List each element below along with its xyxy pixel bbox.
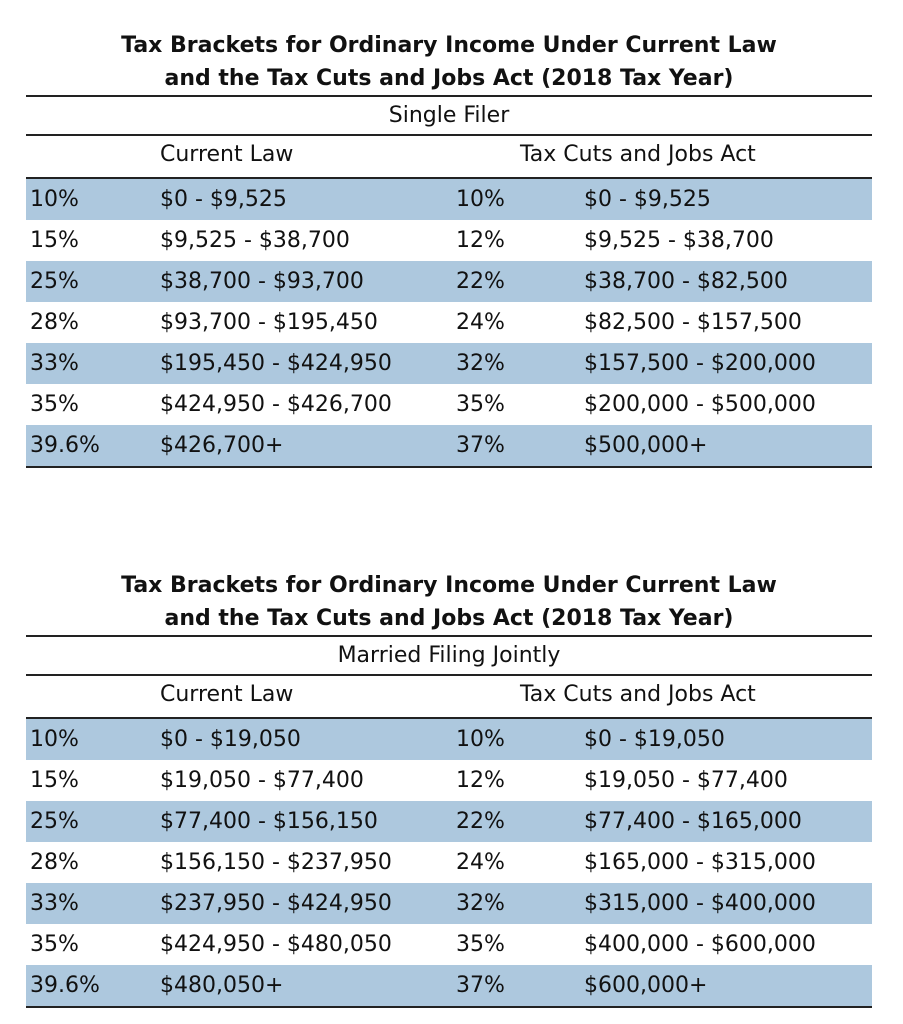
- current-range-cell: $424,950 - $480,050: [160, 932, 392, 957]
- tcja-rate-cell: 22%: [456, 809, 505, 834]
- tcja-rate-cell: 32%: [456, 891, 505, 916]
- current-rate-cell: 33%: [30, 351, 79, 376]
- table-row: [26, 261, 872, 302]
- tcja-range-cell: $200,000 - $500,000: [584, 392, 816, 417]
- current-range-cell: $426,700+: [160, 433, 284, 458]
- table-row: [26, 343, 872, 384]
- tcja-range-cell: $82,500 - $157,500: [584, 310, 802, 335]
- current-rate-cell: 39.6%: [30, 973, 100, 998]
- filer-type-label: Single Filer: [388, 103, 510, 128]
- current-rate-cell: 39.6%: [30, 433, 100, 458]
- tcja-range-cell: $0 - $19,050: [584, 727, 725, 752]
- table-row: [26, 302, 872, 343]
- table-title-line-1: Tax Brackets for Ordinary Income Under Current Law: [121, 33, 777, 58]
- tcja-rate-cell: 32%: [456, 351, 505, 376]
- single-filer-table: [26, 29, 872, 468]
- header-current-law: Current Law: [160, 682, 294, 707]
- bracket-rows: [26, 179, 872, 466]
- current-rate-cell: 10%: [30, 727, 79, 752]
- bracket-rows: [26, 719, 872, 1006]
- current-range-cell: $424,950 - $426,700: [160, 392, 392, 417]
- table-title-line-2: and the Tax Cuts and Jobs Act (2018 Tax Year): [164, 606, 734, 631]
- current-range-cell: $38,700 - $93,700: [160, 269, 364, 294]
- current-range-cell: $156,150 - $237,950: [160, 850, 392, 875]
- tcja-rate-cell: 24%: [456, 310, 505, 335]
- table-row: [26, 924, 872, 965]
- tcja-rate-cell: 37%: [456, 433, 505, 458]
- current-rate-cell: 15%: [30, 228, 79, 253]
- table-row: [26, 719, 872, 760]
- tcja-range-cell: $165,000 - $315,000: [584, 850, 816, 875]
- divider: [26, 1006, 872, 1008]
- tcja-range-cell: $500,000+: [584, 433, 708, 458]
- current-rate-cell: 25%: [30, 809, 79, 834]
- tcja-rate-cell: 10%: [456, 727, 505, 752]
- tcja-rate-cell: 24%: [456, 850, 505, 875]
- table-row: [26, 801, 872, 842]
- tcja-range-cell: $19,050 - $77,400: [584, 768, 788, 793]
- table-row: [26, 842, 872, 883]
- tcja-range-cell: $157,500 - $200,000: [584, 351, 816, 376]
- current-rate-cell: 28%: [30, 310, 79, 335]
- current-rate-cell: 10%: [30, 187, 79, 212]
- table-title-line-1: Tax Brackets for Ordinary Income Under Current Law: [121, 573, 777, 598]
- current-rate-cell: 35%: [30, 392, 79, 417]
- divider: [26, 466, 872, 468]
- current-rate-cell: 35%: [30, 932, 79, 957]
- table-row: [26, 220, 872, 261]
- table-title: [26, 29, 872, 95]
- current-range-cell: $480,050+: [160, 973, 284, 998]
- current-range-cell: $9,525 - $38,700: [160, 228, 350, 253]
- current-range-cell: $195,450 - $424,950: [160, 351, 392, 376]
- current-range-cell: $19,050 - $77,400: [160, 768, 364, 793]
- current-rate-cell: 15%: [30, 768, 79, 793]
- column-headers: [26, 676, 872, 717]
- table-row: [26, 179, 872, 220]
- current-range-cell: $0 - $19,050: [160, 727, 301, 752]
- current-range-cell: $93,700 - $195,450: [160, 310, 378, 335]
- tcja-range-cell: $600,000+: [584, 973, 708, 998]
- current-range-cell: $0 - $9,525: [160, 187, 287, 212]
- tcja-rate-cell: 35%: [456, 392, 505, 417]
- header-current-law: Current Law: [160, 142, 294, 167]
- current-range-cell: $237,950 - $424,950: [160, 891, 392, 916]
- header-tcja: Tax Cuts and Jobs Act: [520, 142, 756, 167]
- tcja-range-cell: $0 - $9,525: [584, 187, 711, 212]
- table-row: [26, 760, 872, 801]
- tcja-rate-cell: 35%: [456, 932, 505, 957]
- current-range-cell: $77,400 - $156,150: [160, 809, 378, 834]
- table-row: [26, 384, 872, 425]
- table-title-line-2: and the Tax Cuts and Jobs Act (2018 Tax Year): [164, 66, 734, 91]
- tcja-range-cell: $38,700 - $82,500: [584, 269, 788, 294]
- current-rate-cell: 25%: [30, 269, 79, 294]
- tcja-rate-cell: 22%: [456, 269, 505, 294]
- table-row: [26, 425, 872, 466]
- married-filing-jointly-table: [26, 569, 872, 1008]
- table-title: [26, 569, 872, 635]
- tcja-range-cell: $77,400 - $165,000: [584, 809, 802, 834]
- tcja-rate-cell: 12%: [456, 768, 505, 793]
- tcja-rate-cell: 10%: [456, 187, 505, 212]
- header-tcja: Tax Cuts and Jobs Act: [520, 682, 756, 707]
- tcja-range-cell: $315,000 - $400,000: [584, 891, 816, 916]
- tcja-rate-cell: 12%: [456, 228, 505, 253]
- current-rate-cell: 33%: [30, 891, 79, 916]
- column-headers: [26, 136, 872, 177]
- tcja-rate-cell: 37%: [456, 973, 505, 998]
- table-row: [26, 965, 872, 1006]
- tcja-range-cell: $400,000 - $600,000: [584, 932, 816, 957]
- current-rate-cell: 28%: [30, 850, 79, 875]
- table-row: [26, 883, 872, 924]
- tcja-range-cell: $9,525 - $38,700: [584, 228, 774, 253]
- filer-type-label: Married Filing Jointly: [337, 643, 561, 668]
